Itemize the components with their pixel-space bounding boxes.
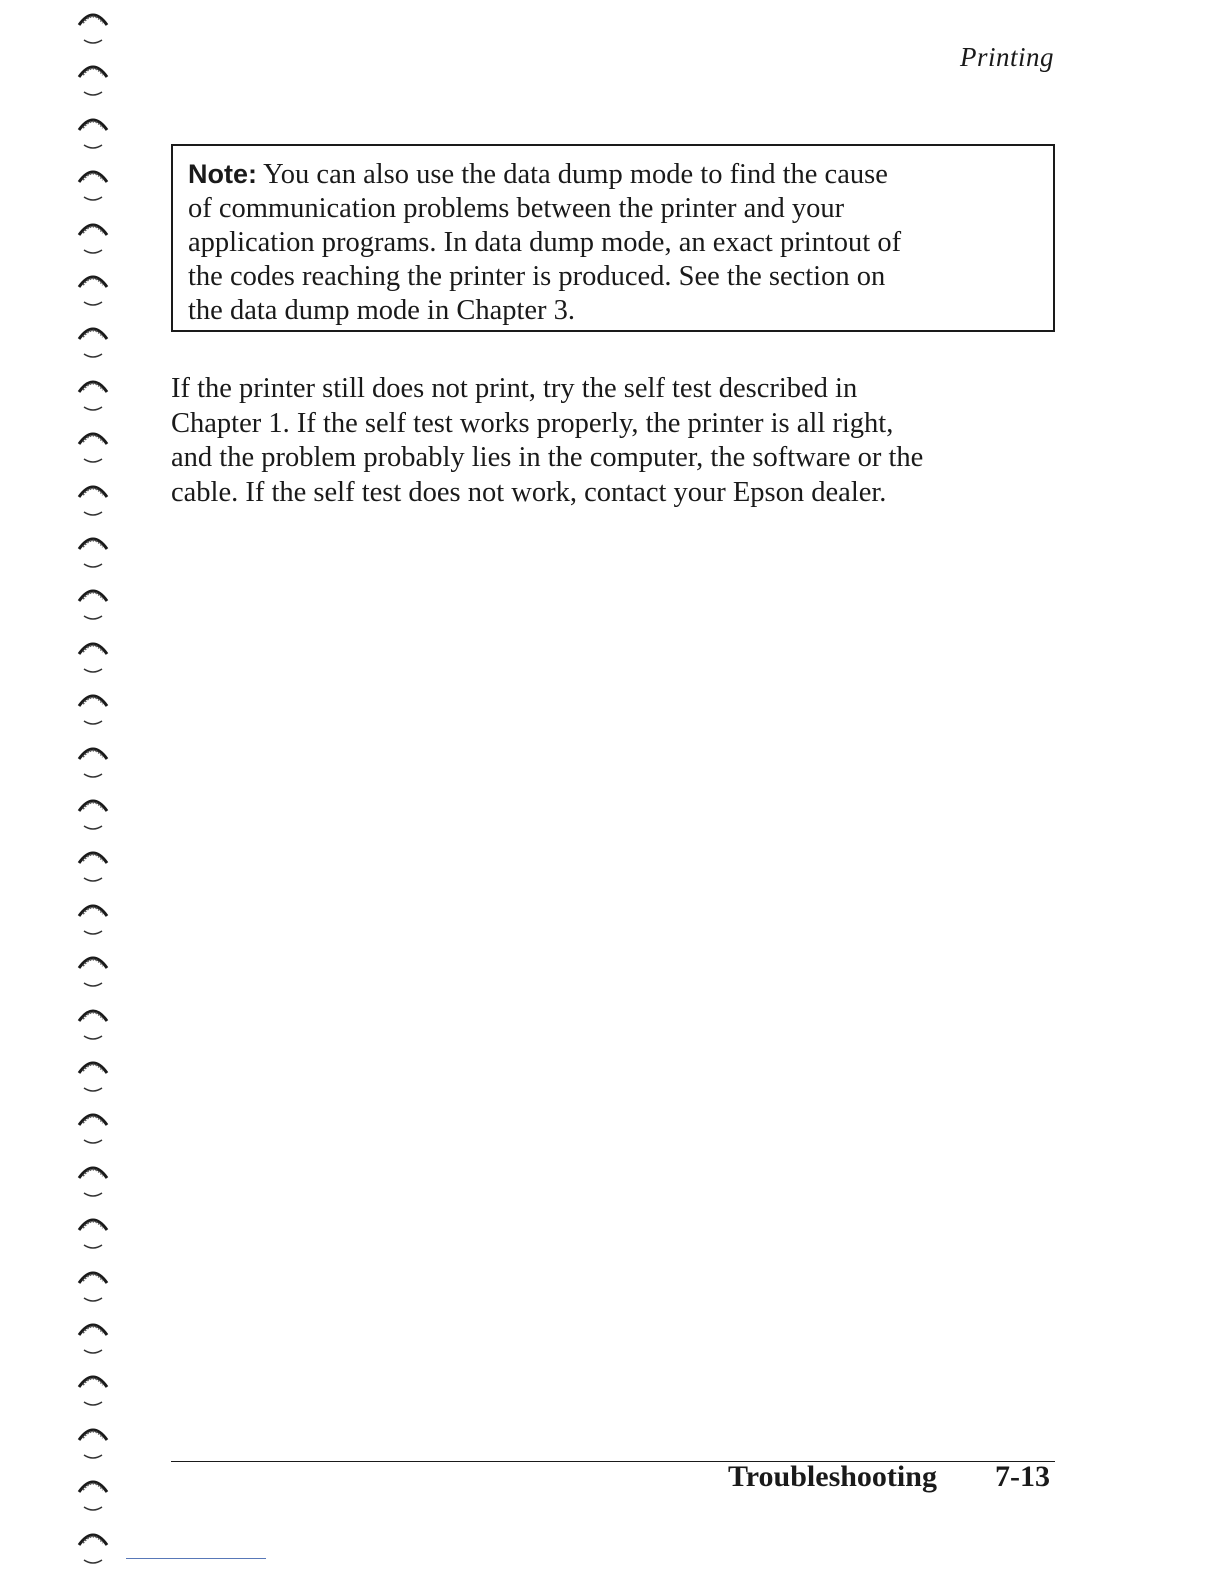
- binding-ring-icon: [76, 1318, 110, 1358]
- binding-ring-icon: [76, 1108, 110, 1148]
- body-paragraph: [171, 372, 1055, 510]
- binding-ring-icon: [76, 1266, 110, 1306]
- binding-ring-icon: [76, 1423, 110, 1463]
- binding-ring-icon: [76, 1528, 110, 1568]
- binding-ring-icon: [76, 846, 110, 886]
- footer-section-title: Troubleshooting: [728, 1460, 937, 1493]
- running-head: Printing: [959, 42, 1054, 72]
- binding-ring-icon: [76, 899, 110, 939]
- binding-ring-icon: [76, 794, 110, 834]
- binding-ring-icon: [76, 532, 110, 572]
- binding-ring-icon: [76, 165, 110, 205]
- note-line-3: application programs. In data dump mode, an exact printout of: [188, 227, 902, 258]
- binding-ring-icon: [76, 1161, 110, 1201]
- binding-ring-icon: [76, 8, 110, 48]
- note-line-5: the data dump mode in Chapter 3.: [188, 295, 576, 326]
- binding-ring-icon: [76, 427, 110, 467]
- binding-ring-icon: [76, 1004, 110, 1044]
- binding-ring-icon: [76, 689, 110, 729]
- binding-ring-icon: [76, 584, 110, 624]
- body-line-2: Chapter 1. If the self test works properly, the printer is all right,: [171, 407, 894, 439]
- note-line-4: the codes reaching the printer is produced. See the section on: [188, 261, 886, 292]
- note-label: Note:: [188, 159, 257, 189]
- binding-ring-icon: [76, 1213, 110, 1253]
- body-line-4: cable. If the self test does not work, contact your Epson dealer.: [171, 476, 887, 508]
- binding-ring-icon: [76, 742, 110, 782]
- note-line-1: You can also use the data dump mode to find the cause: [263, 159, 888, 190]
- scan-mark: [126, 1558, 266, 1559]
- binding-ring-icon: [76, 113, 110, 153]
- binding-ring-icon: [76, 1475, 110, 1515]
- body-line-1: If the printer still does not print, try the self test described in: [171, 373, 858, 404]
- note-box: [171, 144, 1055, 332]
- binding-ring-icon: [76, 270, 110, 310]
- binding-ring-icon: [76, 60, 110, 100]
- note-line-2: of communication problems between the printer and your: [188, 193, 845, 224]
- binding-ring-icon: [76, 1370, 110, 1410]
- spiral-binding: [70, 0, 120, 1584]
- page-number: 7-13: [995, 1460, 1050, 1493]
- binding-ring-icon: [76, 322, 110, 362]
- body-line-3: and the problem probably lies in the computer, the software or the: [171, 442, 924, 473]
- binding-ring-icon: [76, 480, 110, 520]
- binding-ring-icon: [76, 375, 110, 415]
- binding-ring-icon: [76, 218, 110, 258]
- binding-ring-icon: [76, 951, 110, 991]
- binding-ring-icon: [76, 637, 110, 677]
- binding-ring-icon: [76, 1056, 110, 1096]
